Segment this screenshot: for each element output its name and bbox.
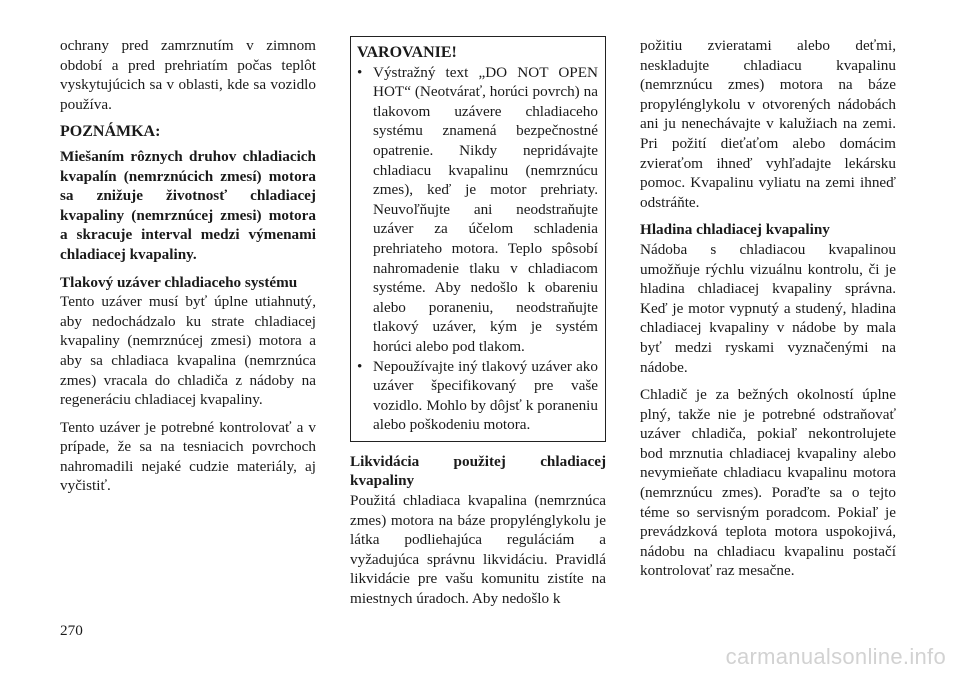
- cap-heading: Tlakový uzáver chladiaceho systému: [60, 273, 298, 291]
- warning-text: Nepoužívajte iný tlakový uzáver ako uzáver špecifikovaný pre vaše vozidlo. Mohlo by dôjsť k poraneniu alebo poškodeniu motora.: [373, 357, 598, 434]
- disposal-body: Použitá chladiaca kvapalina (nemrznúca zmes) motora na báze propylénglykolu je látka podliehajúca reguláciám a vyžadujúca správnu likvidáciu. Pravidlá likvidácie pre vašu komunitu zistíte na miestnych úradoch. Aby nedošlo k: [350, 492, 606, 608]
- note-heading: POZNÁMKA:: [60, 123, 161, 141]
- page-number: 270: [60, 622, 83, 639]
- bullet-icon: •: [357, 63, 363, 81]
- paragraph-intro: ochrany pred zamrznutím v zimnom období a pred prehriatím počas teplôt vyskytujúcich sa v oblasti, kde sa vozidlo používa.: [60, 37, 316, 113]
- watermark: carmanualsonline.info: [725, 644, 946, 669]
- radiator-body: Chladič je za bežných okolností úplne plný, takže nie je potrebné odstraňovať uzáver chladiča, pokiaľ nekontrolujete bod mrznutia chladiacej kvapaliny alebo nevymieňate chladiacu kvapalinu motora (nemrznúcu zmes). Poraďte sa o tejto téme so servisným poradcom. Pokiaľ je prevádzková teplota motora uspokojivá, nádobu na chladiacu kvapalinu postačí kontrolovať raz mesačne.: [640, 386, 896, 580]
- bullet-icon: •: [357, 357, 363, 375]
- column-middle: [350, 36, 606, 617]
- check-body: Tento uzáver je potrebné kontrolovať a v prípade, že sa na tesniacich povrchoch nahromadili nejaké cudzie materiály, aj vyčistiť.: [60, 418, 316, 495]
- level-heading: Hladina chladiacej kvapaliny: [640, 221, 830, 239]
- cap-body: Tento uzáver musí byť úplne utiahnutý, aby nedochádzalo ku strate chladiacej kvapaliny (nemrznúcej zmesi) motora a aby sa chladiaca kvapalina (nemrznúca zmes) vracala do chladiča z nádoby na regeneráciu chladiacej kvapaliny.: [60, 293, 316, 409]
- column-left: [60, 36, 316, 504]
- column-right: [640, 36, 896, 589]
- warning-item: [357, 357, 598, 435]
- warning-item: [357, 63, 598, 357]
- note-body: Miešaním rôznych druhov chladiacich kvapalín (nemrznúcich zmesí) motora sa znižuje životnosť chladiacej kvapaliny (nemrznúcej zmesi) motora a skracuje interval medzi výmenami chladiacej kvapaliny.: [60, 147, 316, 263]
- paragraph-continued: požitiu zvieratami alebo deťmi, neskladujte chladiacu kvapalinu (nemrznúcu zmes) motora na báze propylénglykolu v otvorených nádobách ani ju nenechávajte v kalužiach na zemi. Pri požití dieťaťom alebo domácim zvieraťom ihneď vyhľadajte lekársku pomoc. Kvapalinu vyliatu na zemi ihneď odstráňte.: [640, 37, 896, 211]
- warning-title: VAROVANIE!: [357, 44, 457, 61]
- warning-list: [357, 63, 598, 435]
- warning-text: Výstražný text „DO NOT OPEN HOT“ (Neotvárať, horúci povrch) na tlakovom uzávere chladiaceho systému znamená bezpečnostné opatrenie. Nikdy nepridávajte chladiacu kvapalinu (nemrznúcu zmes), keď je motor prehriaty. Neuvoľňujte ani neodstraňujte uzáver za účelom schladenia prehriateho motora. Teplo spôsobí nahromadenie tlaku v chladiacom systéme. Aby nedošlo k obareniu alebo poraneniu, neodstraňujte tlakový uzáver, kým je systém horúci alebo pod tlakom.: [373, 63, 598, 355]
- level-body: Nádoba s chladiacou kvapalinou umožňuje rýchlu vizuálnu kontrolu, či je hladina chladiacej kvapaliny správna. Keď je motor vypnutý a studený, hladina chladiacej kvapaliny v nádobe by mala byť medzi ryskami vyznačenými na nádobe.: [640, 240, 896, 376]
- warning-box: [350, 36, 606, 442]
- disposal-heading: Likvidácia použitej chladiacej kvapaliny: [350, 452, 606, 490]
